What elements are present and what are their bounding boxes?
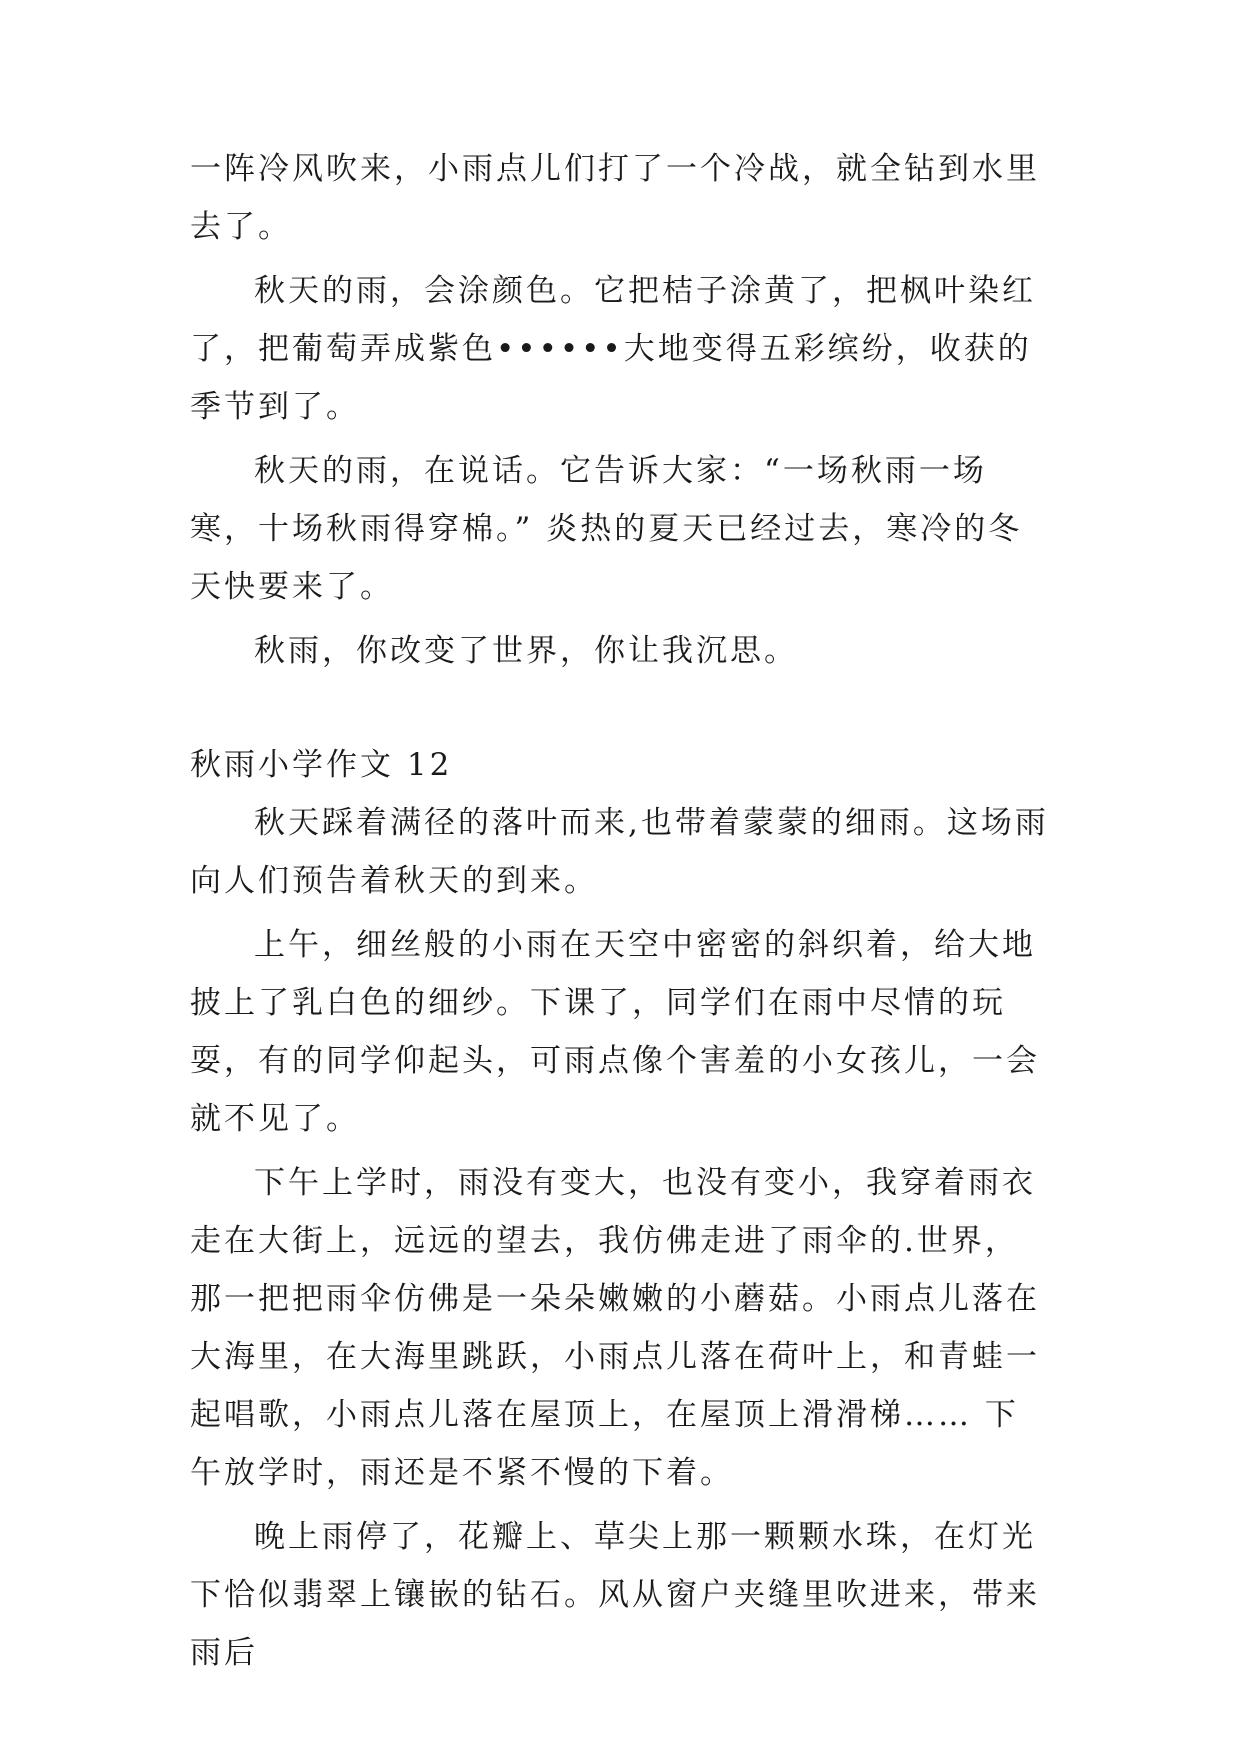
document-body <box>190 140 1050 1682</box>
paragraph-cold-wind: 一阵冷风吹来，小雨点儿们打了一个冷战，就全钻到水里去了。 <box>190 151 1040 245</box>
paragraph-fallen-leaves: 秋天踩着满径的落叶而来,也带着蒙蒙的细雨。这场雨向人们预告着秋天的到来。 <box>190 805 1049 899</box>
paragraph-afternoon-umbrellas: 下午上学时，雨没有变大，也没有变小，我穿着雨衣走在大街上，远远的望去，我仿佛走进了雨伞的.世界，那一把把雨伞仿佛是一朵朵嫩嫩的小蘑菇。小雨点儿落在大海里，在大海里跳跃，小雨点儿落在荷叶上，和青蛙一起唱歌，小雨点儿落在屋顶上，在屋顶上滑滑梯…… 下午放学时，雨还是不紧不慢的下着。 <box>190 1165 1040 1491</box>
section-title: 秋雨小学作文 12 <box>190 747 453 783</box>
paragraph-morning-rain: 上午，细丝般的小雨在天空中密密的斜织着，给大地披上了乳白色的细纱。下课了，同学们在雨中尽情的玩耍，有的同学仰起头，可雨点像个害羞的小女孩儿，一会就不见了。 <box>190 927 1040 1137</box>
paragraph-changed-world: 秋雨，你改变了世界，你让我沉思。 <box>254 633 798 669</box>
paragraph-evening-droplets: 晚上雨停了，花瓣上、草尖上那一颗颗水珠，在灯光下恰似翡翠上镶嵌的钻石。风从窗户夹缝里吹进来，带来雨后 <box>190 1519 1040 1671</box>
paragraph-autumn-colors: 秋天的雨，会涂颜色。它把桔子涂黄了，把枫叶染红了，把葡萄弄成紫色••••••大地变得五彩缤纷，收获的季节到了。 <box>190 273 1036 425</box>
paragraph-autumn-talking: 秋天的雨，在说话。它告诉大家：“一场秋雨一场寒，十场秋雨得穿棉。” 炎热的夏天已经过去，寒冷的冬天快要来了。 <box>190 453 1023 605</box>
